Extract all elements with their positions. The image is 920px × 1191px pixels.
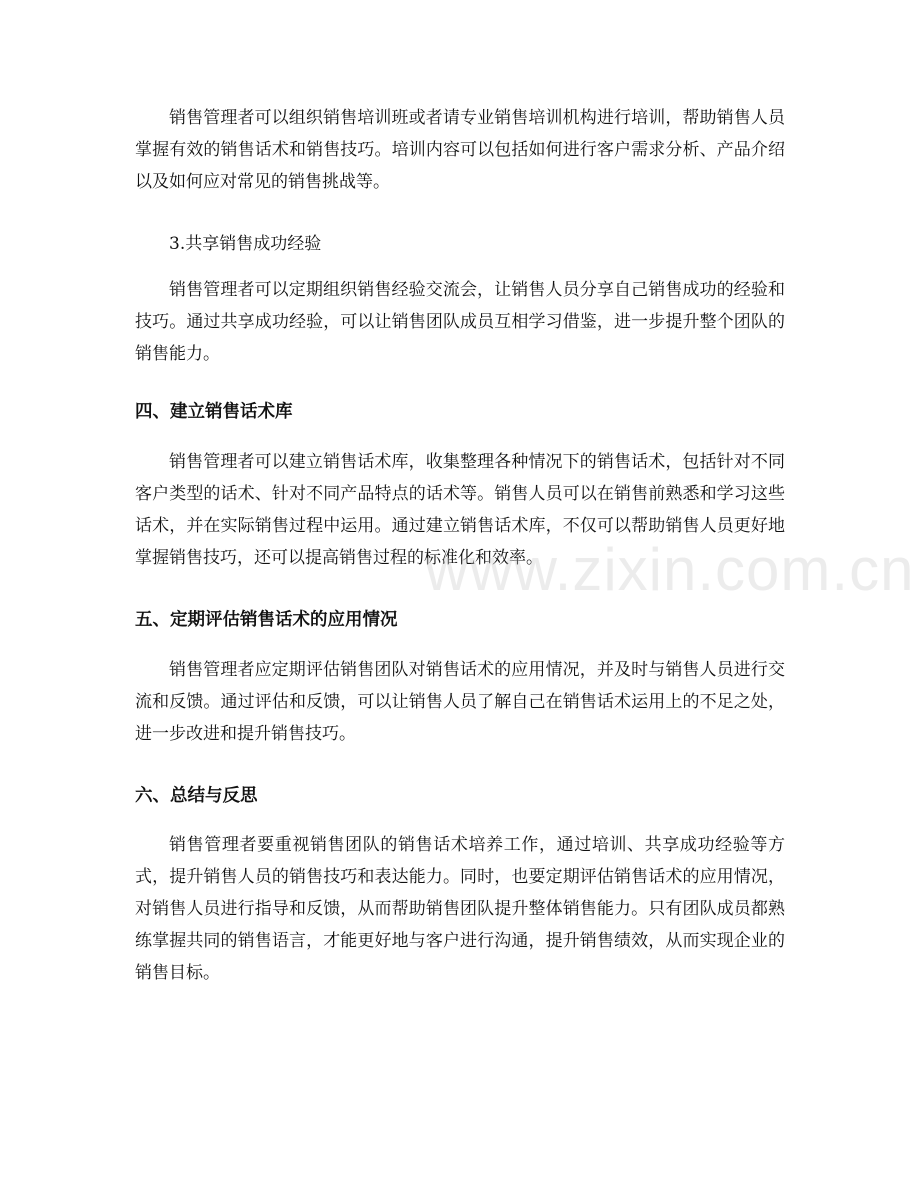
- paragraph-summary: 销售管理者要重视销售团队的销售话术培养工作，通过培训、共享成功经验等方式，提升销售人员的销售技巧和表达能力。同时，也要定期评估销售话术的应用情况，对销售人员进行指导和反馈，从而帮助销售团队提升整体销售能力。只有团队成员都熟练掌握共同的销售语言，才能更好地与客户进行沟通，提升销售绩效，从而实现企业的销售目标。: [135, 835, 785, 983]
- heading-script-library: 四、建立销售话术库: [135, 402, 293, 422]
- paragraph-script-library: 销售管理者可以建立销售话术库，收集整理各种情况下的销售话术，包括针对不同客户类型的话术、针对不同产品特点的话术等。销售人员可以在销售前熟悉和学习这些话术，并在实际销售过程中运用。通过建立销售话术库，不仅可以帮助销售人员更好地掌握销售技巧，还可以提高销售过程的标准化和效率。: [135, 452, 785, 568]
- paragraph-share-experience: 销售管理者可以定期组织销售经验交流会，让销售人员分享自己销售成功的经验和技巧。通过共享成功经验，可以让销售团队成员互相学习借鉴，进一步提升整个团队的销售能力。: [135, 280, 785, 364]
- watermark: www.zixin.com.cn: [425, 536, 915, 603]
- heading-evaluate-application: 五、定期评估销售话术的应用情况: [135, 610, 398, 630]
- heading-summary: 六、总结与反思: [135, 786, 258, 806]
- subheading-share-experience: 3.共享销售成功经验: [169, 234, 322, 254]
- paragraph-evaluate-application: 销售管理者应定期评估销售团队对销售话术的应用情况，并及时与销售人员进行交流和反馈。通过评估和反馈，可以让销售人员了解自己在销售话术运用上的不足之处，进一步改进和提升销售技巧。: [135, 660, 785, 744]
- paragraph-training: 销售管理者可以组织销售培训班或者请专业销售培训机构进行培训，帮助销售人员掌握有效的销售话术和销售技巧。培训内容可以包括如何进行客户需求分析、产品介绍以及如何应对常见的销售挑战等。: [135, 108, 785, 192]
